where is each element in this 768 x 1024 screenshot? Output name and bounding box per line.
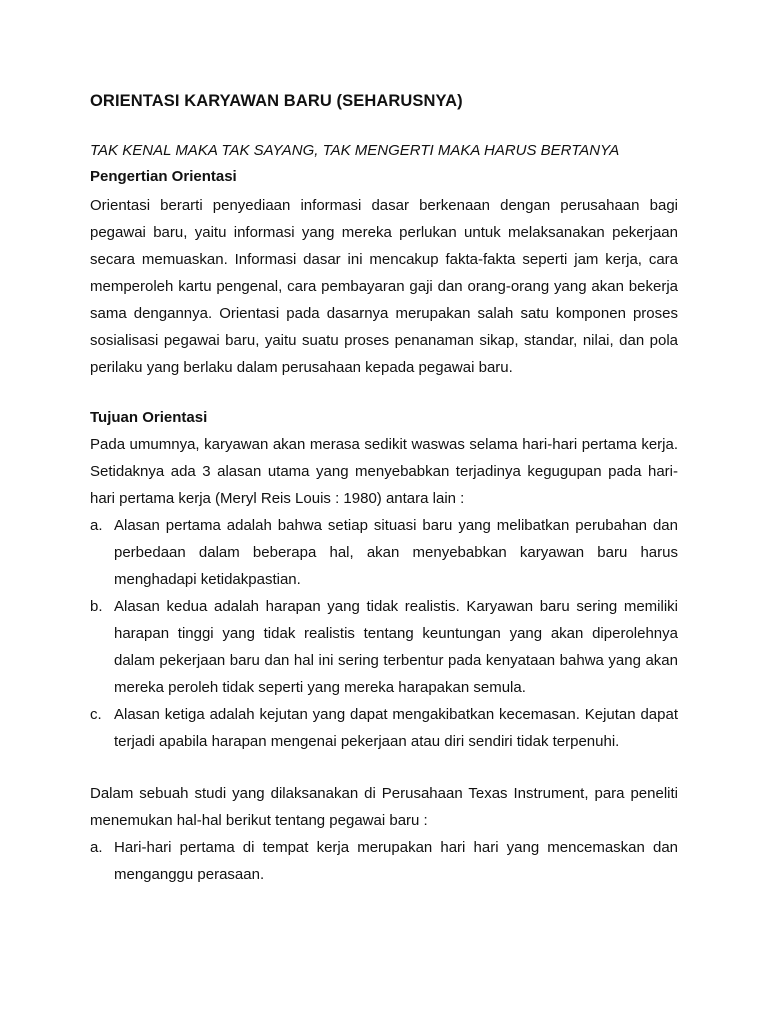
document-tagline: TAK KENAL MAKA TAK SAYANG, TAK MENGERTI MAKA HARUS BERTANYA bbox=[90, 142, 620, 159]
section-heading-tujuan: Tujuan Orientasi bbox=[90, 409, 208, 426]
list-item-text: Hari-hari pertama di tempat kerja merupakan hari hari yang mencemaskan dan menganggu perasaan. bbox=[114, 839, 678, 883]
list-item-text: Alasan ketiga adalah kejutan yang dapat mengakibatkan kecemasan. Kejutan dapat terjadi apabila harapan mengenai pekerjaan atau diri sendiri tidak terpenuhi. bbox=[114, 706, 678, 750]
paragraph-study: Dalam sebuah studi yang dilaksanakan di Perusahaan Texas Instrument, para peneliti menemukan hal-hal berikut tentang pegawai baru : bbox=[90, 785, 678, 829]
list-item-text: Alasan pertama adalah bahwa setiap situasi baru yang melibatkan perubahan dan perbedaan dalam beberapa hal, akan menyebabkan karyawan baru harus menghadapi ketidakpastian. bbox=[114, 517, 678, 588]
list-item bbox=[90, 701, 678, 755]
paragraph-tujuan: Pada umumnya, karyawan akan merasa sedikit waswas selama hari-hari pertama kerja. Setidaknya ada 3 alasan utama yang menyebabkan terjadinya kegugupan pada hari-hari pertama kerja (Meryl Reis Louis : 1980) antara lain : bbox=[90, 436, 678, 507]
list-marker: b. bbox=[90, 598, 103, 615]
paragraph-pengertian: Orientasi berarti penyediaan informasi dasar berkenaan dengan perusahaan bagi pegawai baru, yaitu informasi yang mereka perlukan untuk melaksanakan pekerjaan secara memuaskan. Informasi dasar ini mencakup fakta-fakta seperti jam kerja, cara memperoleh kartu pengenal, cara pembayaran gaji dan orang-orang yang akan bekerja sama dengannya. Orientasi pada dasarnya merupakan salah satu komponen proses sosialisasi pegawai baru, yaitu suatu proses penanaman sikap, standar, nilai, dan pola perilaku yang berlaku dalam perusahaan kepada pegawai baru. bbox=[90, 197, 678, 376]
section-heading-pengertian: Pengertian Orientasi bbox=[90, 168, 237, 185]
list-marker: a. bbox=[90, 517, 103, 534]
list-item bbox=[90, 512, 678, 593]
findings-list bbox=[90, 834, 678, 888]
document-title: ORIENTASI KARYAWAN BARU (SEHARUSNYA) bbox=[90, 92, 463, 110]
list-marker: a. bbox=[90, 839, 103, 856]
list-item bbox=[90, 593, 678, 701]
list-item-text: Alasan kedua adalah harapan yang tidak realistis. Karyawan baru sering memiliki harapan tinggi yang tidak realistis tentang keuntungan yang akan diperolehnya dalam pekerjaan baru dan hal ini sering terbentur pada kenyataan bahwa yang akan mereka peroleh tidak seperti yang mereka harapakan semula. bbox=[114, 598, 678, 696]
reasons-list bbox=[90, 512, 678, 755]
list-item bbox=[90, 834, 678, 888]
list-marker: c. bbox=[90, 706, 102, 723]
